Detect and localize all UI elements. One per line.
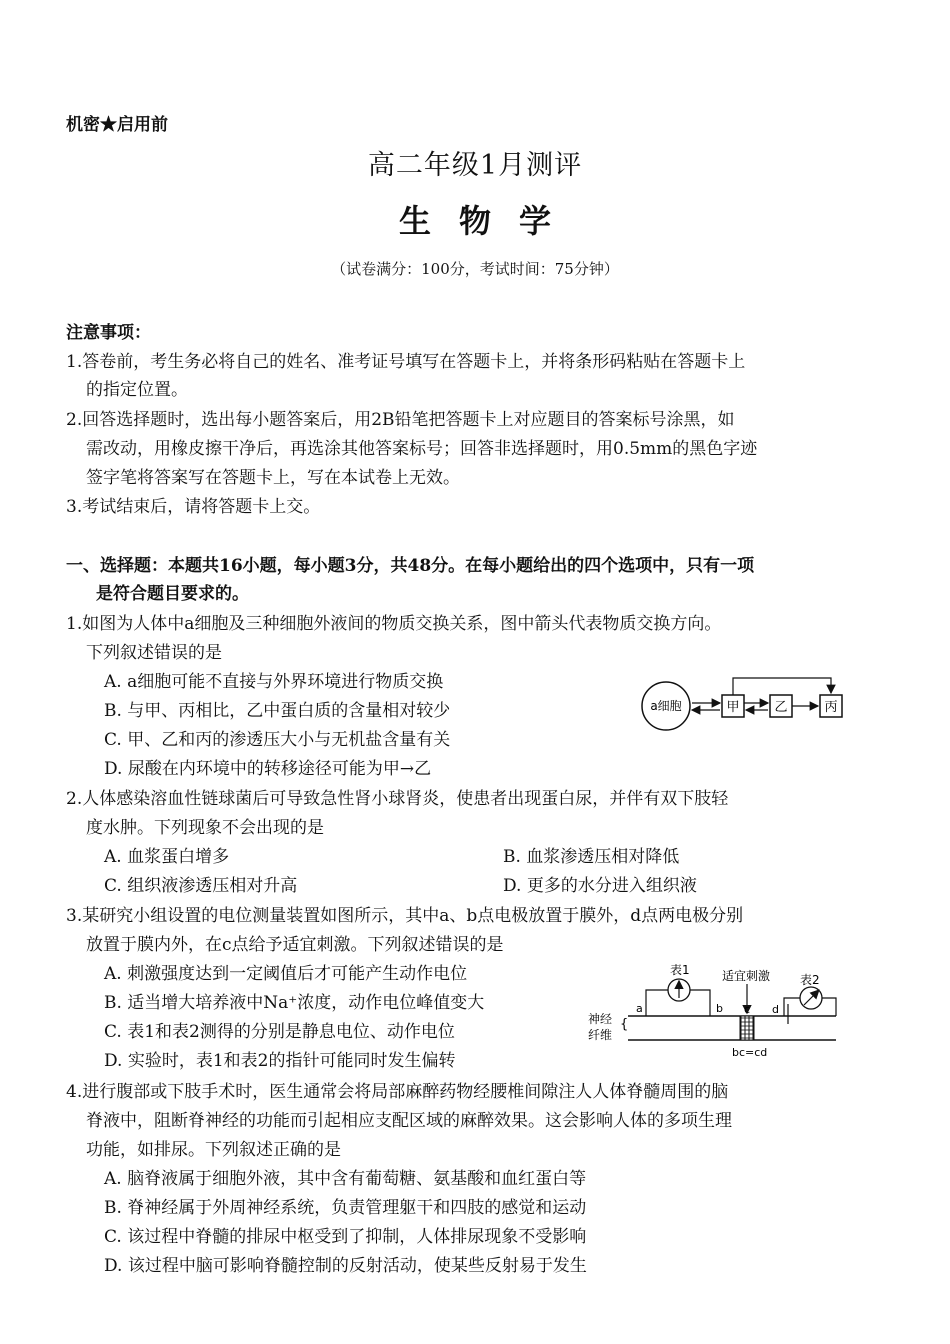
q3-option-c: C. 表1和表2测得的分别是静息电位、动作电位 [104, 1022, 455, 1042]
section-heading-line-1: 一、选择题：本题共16小题，每小题3分，共48分。在每小题给出的四个选项中，只有一项 [66, 556, 755, 576]
point-d-label: d [772, 1003, 779, 1016]
notice-3: 3.考试结束后，请将答题卡上交。 [66, 497, 321, 517]
a-cell-label: a细胞 [650, 699, 682, 713]
exam-title: 高二年级1月测评 [367, 150, 583, 181]
point-b-label: b [716, 1002, 723, 1015]
q3-stem-line-2: 放置于膜内外，在c点给予适宜刺激。下列叙述错误的是 [86, 935, 504, 955]
q4-option-a: A. 脑脊液属于细胞外液，其中含有葡萄糖、氨基酸和血红蛋白等 [104, 1169, 587, 1189]
confidential-mark: 机密★启用前 [66, 115, 168, 135]
arrow-jia-to-bing [733, 678, 831, 695]
notice-heading: 注意事项： [66, 323, 151, 343]
notice-2-line-1: 2.回答选择题时，选出每小题答案后，用2B铅笔把答题卡上对应题目的答案标号涂黑，如 [66, 410, 735, 430]
q3-option-d: D. 实验时，表1和表2的指针可能同时发生偏转 [104, 1051, 456, 1071]
notice-2-line-3: 签字笔将答案写在答题卡上，写在本试卷上无效。 [86, 468, 460, 488]
q2-option-c: C. 组织液渗透压相对升高 [104, 876, 298, 896]
q2-stem-line-1: 2.人体感染溶血性链球菌后可导致急性肾小球肾炎，使患者出现蛋白尿，并伴有双下肢轻 [66, 789, 729, 809]
q3-stem-line-1: 3.某研究小组设置的电位测量装置如图所示，其中a、b点电极放置于膜外，d点两电极分别 [66, 906, 744, 926]
q4-option-b: B. 脊神经属于外周神经系统，负责管理躯干和四肢的感觉和运动 [104, 1198, 587, 1218]
q4-option-c: C. 该过程中脊髓的排尿中枢受到了抑制，人体排尿现象不受影响 [104, 1227, 587, 1247]
q4-stem-line-2: 脊液中，阻断脊神经的功能而引起相应支配区域的麻醉效果。这会影响人体的多项生理 [86, 1111, 732, 1131]
box-bing-label: 丙 [824, 700, 838, 715]
potential-measurement-diagram [584, 964, 846, 1058]
meter2-label: 表2 [800, 973, 820, 987]
q1-option-d: D. 尿酸在内环境中的转移途径可能为甲→乙 [104, 759, 432, 779]
meter2-wire-right [822, 998, 836, 1016]
q4-stem-line-3: 功能，如排尿。下列叙述正确的是 [86, 1140, 341, 1160]
distance-label: bc=cd [732, 1046, 768, 1058]
fluid-exchange-diagram [636, 670, 854, 746]
box-jia-label: 甲 [726, 700, 740, 715]
q1-stem-line-1: 1.如图为人体中a细胞及三种细胞外液间的物质交换关系，图中箭头代表物质交换方向。 [66, 614, 722, 634]
subject-title: 生物学 [398, 202, 579, 240]
q3-option-b: B. 适当增大培养液中Na⁺浓度，动作电位峰值变大 [104, 993, 485, 1013]
q2-option-b: B. 血浆渗透压相对降低 [503, 847, 680, 867]
q3-option-a: A. 刺激强度达到一定阈值后才可能产生动作电位 [104, 964, 468, 984]
q1-option-c: C. 甲、乙和丙的渗透压大小与无机盐含量有关 [104, 730, 451, 750]
point-c-label: c [744, 1003, 751, 1016]
q1-stem-line-2: 下列叙述错误的是 [86, 643, 222, 663]
notice-1-line-1: 1.答卷前，考生务必将自己的姓名、准考证号填写在答题卡上，并将条形码粘贴在答题卡上 [66, 352, 746, 372]
exam-info: （试卷满分：100分，考试时间：75分钟） [331, 260, 619, 278]
q1-option-a: A. a细胞可能不直接与外界环境进行物质交换 [104, 672, 444, 692]
meter1-wire-left [646, 990, 668, 1016]
q2-option-a: A. 血浆蛋白增多 [104, 847, 230, 867]
fiber-brace: { [620, 1017, 629, 1032]
q4-option-d: D. 该过程中脑可影响脊髓控制的反射活动，使某些反射易于发生 [104, 1256, 587, 1276]
stimulus-label: 适宜刺激 [722, 969, 771, 983]
fiber-label-1: 神经 [588, 1012, 613, 1026]
q2-stem-line-2: 度水肿。下列现象不会出现的是 [86, 818, 324, 838]
meter2-wire-outside [784, 998, 800, 1016]
meter1-label: 表1 [670, 964, 690, 977]
q1-option-b: B. 与甲、丙相比，乙中蛋白质的含量相对较少 [104, 701, 451, 721]
fiber-label-2: 纤维 [588, 1028, 613, 1042]
section-heading-line-2: 是符合题目要求的。 [96, 584, 249, 604]
box-yi-label: 乙 [774, 700, 788, 715]
notice-1-line-2: 的指定位置。 [86, 380, 188, 400]
meter1-wire-right [690, 990, 710, 1016]
q2-option-d: D. 更多的水分进入组织液 [503, 876, 697, 896]
point-a-label: a [636, 1002, 643, 1015]
q4-stem-line-1: 4.进行腹部或下肢手术时，医生通常会将局部麻醉药物经腰椎间隙注人人体脊髓周围的脑 [66, 1082, 729, 1102]
stimulus-zone [740, 1016, 754, 1040]
notice-2-line-2: 需改动，用橡皮擦干净后，再选涂其他答案标号；回答非选择题时，用0.5mm的黑色字迹 [86, 439, 758, 459]
